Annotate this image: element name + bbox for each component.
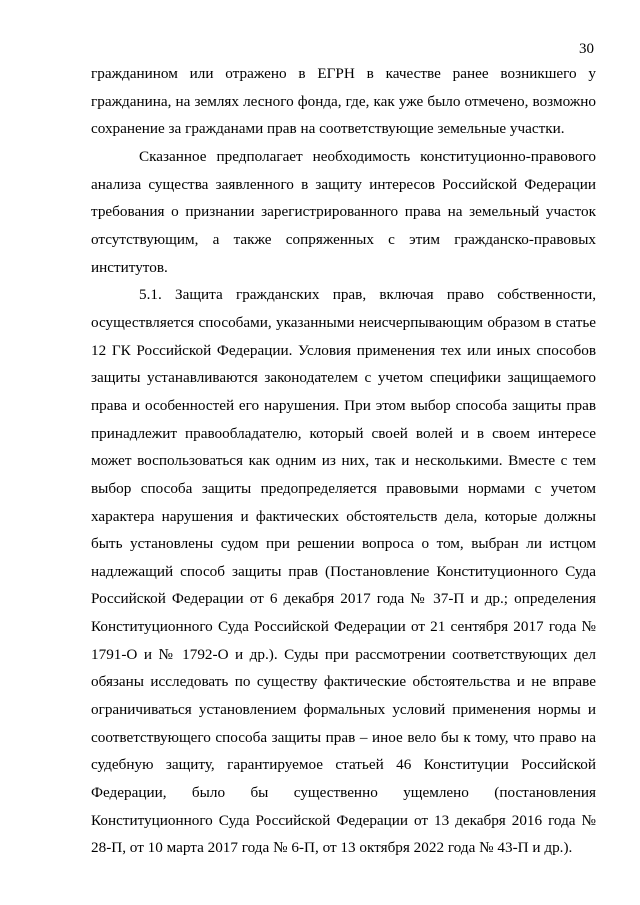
paragraph-continuation: гражданином или отражено в ЕГРН в качестве ранее возникшего у гражданина, на землях лесного фонда, где, как уже было отмечено, возможно сохранение за гражданами прав на соответствующие земельные участки. (91, 65, 596, 138)
paragraph-analysis: Сказанное предполагает необходимость конституционно-правового анализа существа заявленного в защиту интересов Российской Федерации требования о признании зарегистрированного права на земельный участок отсутствующим, а также сопряженных с этим гражданско-правовых институтов. (91, 147, 596, 276)
paragraph-section-5-1: 5.1. Защита гражданских прав, включая право собственности, осуществляется способами, указанными неисчерпывающим образом в статье 12 ГК Российской Федерации. Условия применения тех или иных способов защиты устанавливаются законодателем с учетом специфики защищаемого права и особенностей его нарушения. При этом выбор способа защиты прав принадлежит правообладателю, который своей волей и в своем интересе может воспользоваться как одним из них, так и несколькими. Вместе с тем выбор способа защиты предопределяется правовыми нормами с учетом характера нарушения и фактических обстоятельств дела, которые должны быть установлены судом при решении вопроса о том, выбран ли истцом надлежащий способ защиты прав (Постановление Конституционного Суда Российской Федерации от 6 декабря 2017 года № 37-П и др.; определения Конституционного Суда Российской Федерации от 21 сентября 2017 года № 1791-О и № 1792-О и др.). Суды при рассмотрении соответствующих дел обязаны исследовать по существу фактические обстоятельства и не вправе ограничиваться установлением формальных условий применения нормы и соответствующего способа защиты прав – иное вело бы к тому, что право на судебную защиту, гарантируемое статьей 46 Конституции Российской Федерации, было бы существенно ущемлено (постановления Конституционного Суда Российской Федерации от 13 декабря 2016 года № 28-П, от 10 марта 2017 года № 6-П, от 13 октября 2022 года № 43-П и др.). (91, 286, 596, 857)
document-body (91, 60, 596, 862)
page-number: 30 (579, 41, 594, 57)
